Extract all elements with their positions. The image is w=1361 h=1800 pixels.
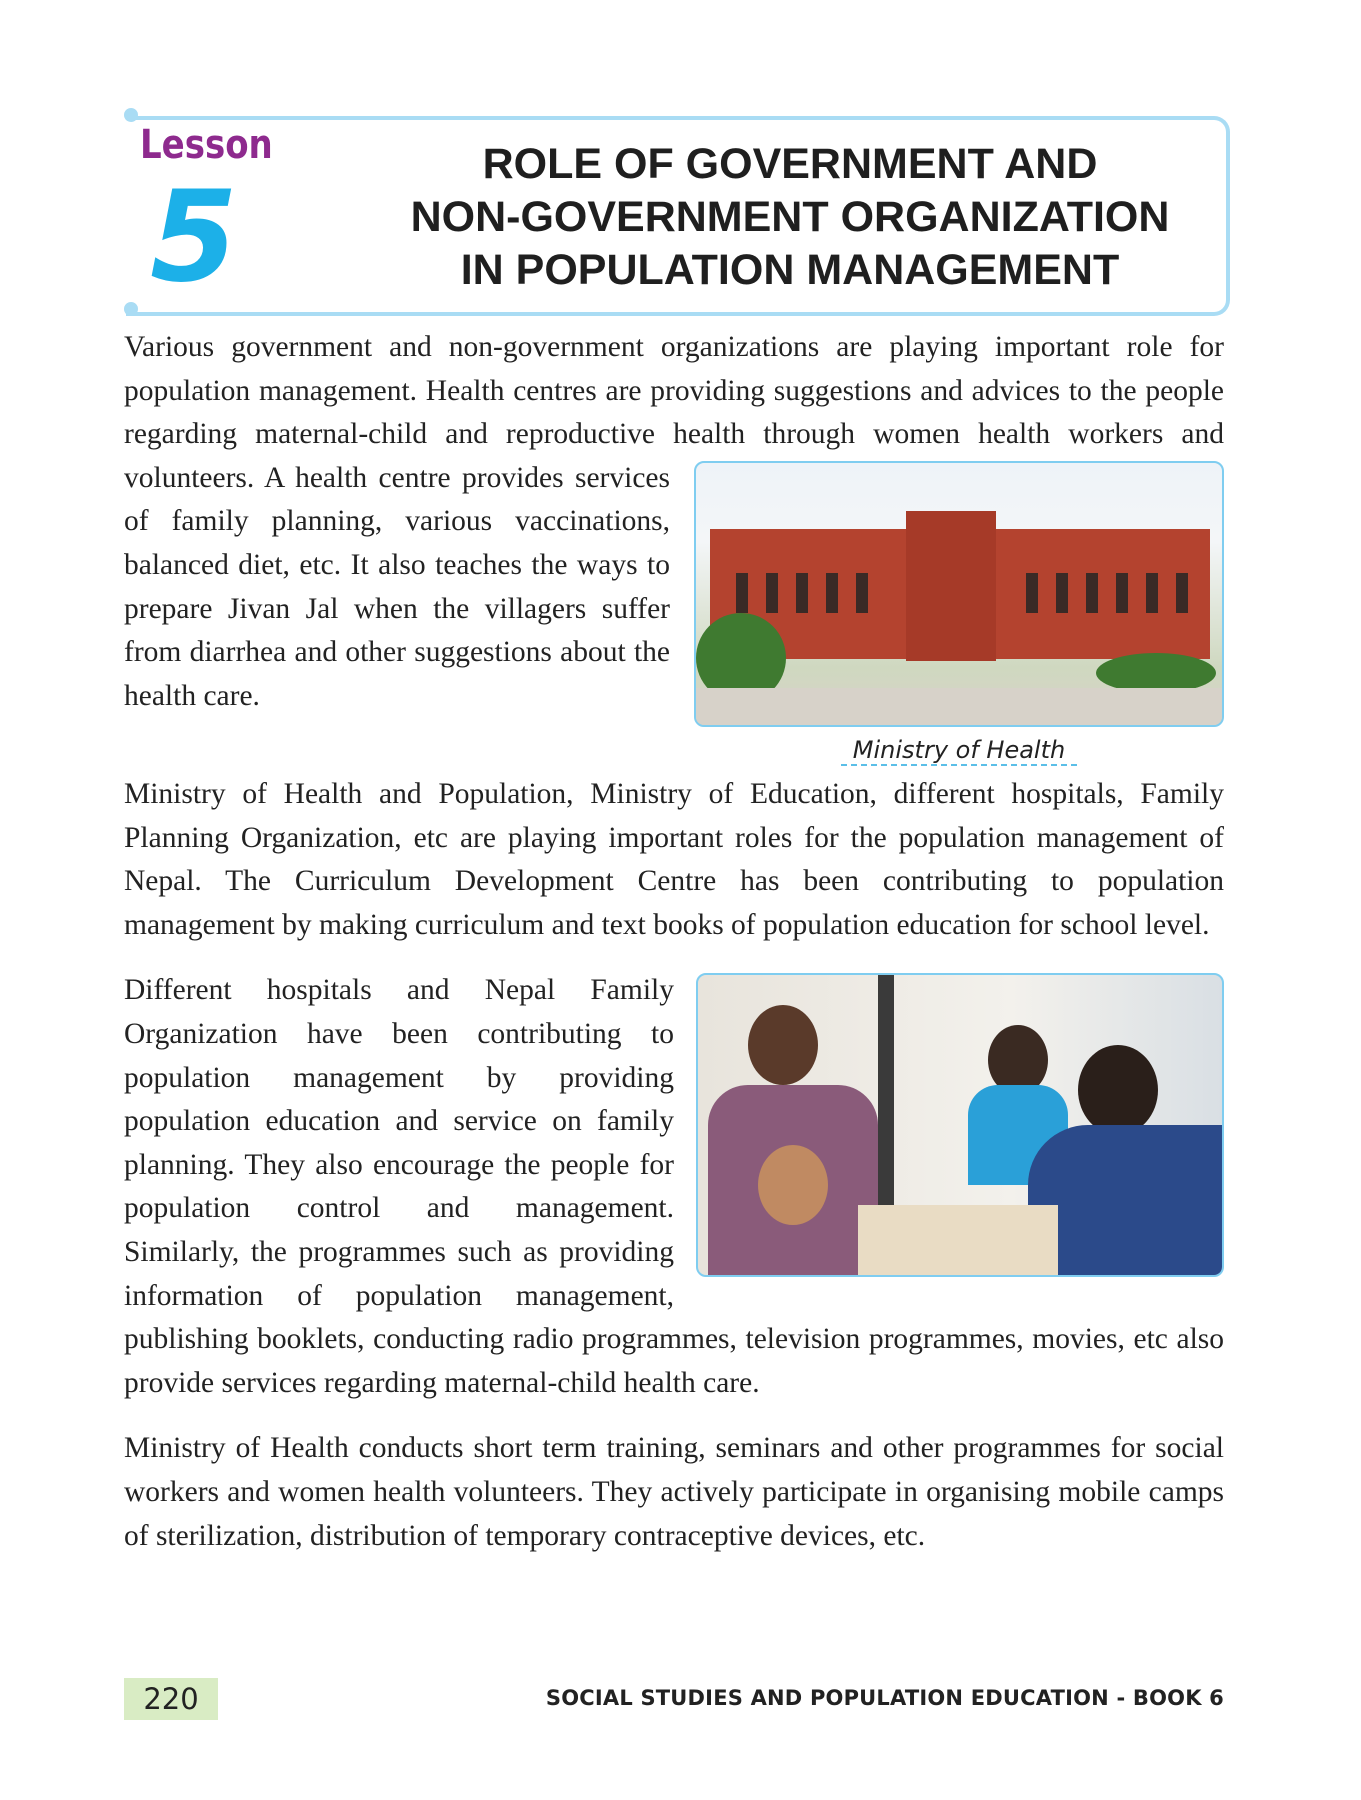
title-line: NON-GOVERNMENT ORGANIZATION [410, 193, 1170, 241]
window [1176, 573, 1188, 613]
patient-head [1078, 1045, 1158, 1135]
lesson-label: Lesson [140, 122, 273, 168]
window [736, 573, 748, 613]
book-title: SOCIAL STUDIES AND POPULATION EDUCATION - BOOK 6 [545, 1686, 1224, 1710]
window [1086, 573, 1098, 613]
window [1116, 573, 1128, 613]
paragraph: Ministry of Health and Population, Ministry of Education, different hospitals, Family Planning Organization, etc are playing important roles for the population management of Nepal. The Curriculum Development Centre has been contributing to population management by making curriculum and text books of population education for school level. [124, 778, 1224, 941]
figure-health-checkup [696, 973, 1224, 1277]
figure-caption [694, 735, 1224, 765]
paragraph: Ministry of Health conducts short term training, seminars and other programmes for social workers and women health volunteers. They actively participate in organising mobile camps of sterilization, distribution of temporary contraceptive devices, etc. [124, 1432, 1224, 1552]
window [796, 573, 808, 613]
woman-head [748, 1005, 818, 1085]
window [826, 573, 838, 613]
courtyard [696, 688, 1222, 727]
header-dot-top [124, 108, 138, 122]
ministry-building-photo [694, 461, 1224, 727]
figure-ministry-of-health [694, 461, 1224, 765]
desk [858, 1205, 1058, 1277]
caption-text: Ministry of Health [841, 736, 1077, 766]
window [1026, 573, 1038, 613]
lesson-title [370, 138, 1210, 297]
window [1146, 573, 1158, 613]
title-line: ROLE OF GOVERNMENT AND [482, 140, 1098, 188]
page-number: 220 [124, 1678, 218, 1720]
building-center [906, 511, 996, 661]
hedge [1096, 653, 1216, 693]
window [766, 573, 778, 613]
health-checkup-photo [696, 973, 1224, 1277]
paragraph: Different hospitals and Nepal Family Organization have been contributing to population management by providing population education and service on family planning. They also encourage the people for population control and management. Similarly, the programmes such as providing information of population management, publishing booklets, conducting radio programmes, television programmes, movies, etc also provide services regarding maternal-child health care. [124, 974, 1224, 1399]
lesson-number: 5 [150, 163, 238, 310]
header-dot-bottom [124, 302, 138, 316]
lesson-body [124, 326, 1224, 1580]
window [856, 573, 868, 613]
paragraph: Various government and non-government organizations are playing important role for population management. Health centres are providing suggestions and advices to the people regarding maternal-child and reproductive health through women health workers and volunteers. A health centre provides services of family planning, various vaccinations, balanced diet, etc. It also teaches the ways to prepare Jivan Jal when the villagers suffer from diarrhea and other suggestions about the health care. [124, 331, 1224, 712]
title-line: IN POPULATION MANAGEMENT [460, 246, 1120, 294]
child [758, 1145, 828, 1225]
window [1056, 573, 1068, 613]
